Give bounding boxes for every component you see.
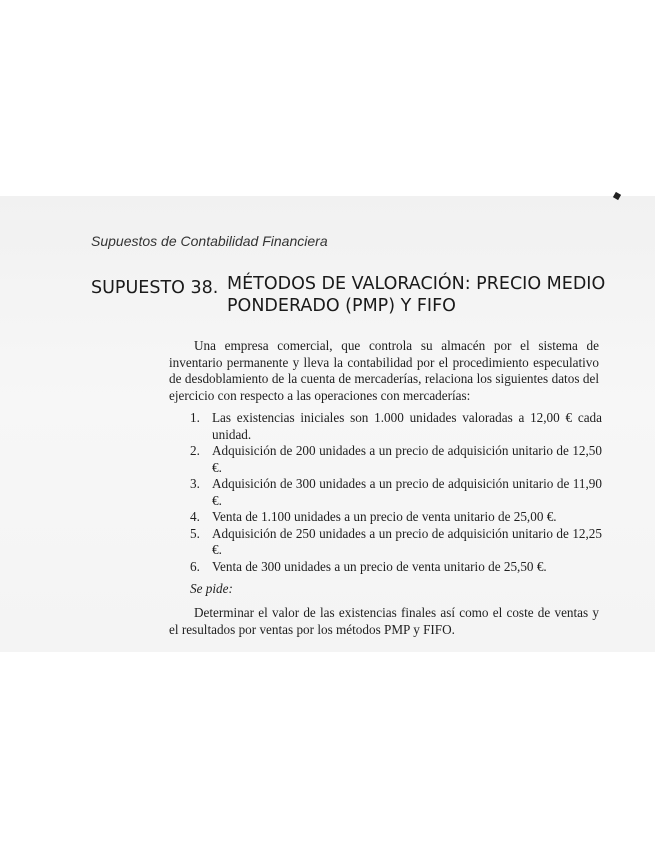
- intro-paragraph: Una empresa comercial, que controla su almacén por el sistema de inventario permanente y lleva la contabilidad por el procedimiento especulativo de desdoblamiento de la cuenta de mercaderías, relaciona los siguientes datos del ejercicio con respecto a las operaciones con mercaderías:: [169, 338, 599, 403]
- item-text: Venta de 300 unidades a un precio de venta unitario de 25,50 €.: [212, 558, 547, 574]
- operations-list: [190, 410, 602, 575]
- exercise-number: SUPUESTO 38.: [91, 278, 219, 298]
- item-text: Adquisición de 200 unidades a un precio de adquisición unitario de 12,50 €.: [212, 443, 602, 475]
- item-number: 6.: [190, 558, 200, 574]
- running-header: Supuestos de Contabilidad Financiera: [91, 233, 328, 249]
- task-paragraph: Determinar el valor de las existencias finales así como el coste de ventas y el resultados por ventas por los métodos PMP y FIFO.: [169, 605, 599, 637]
- item-number: 2.: [190, 443, 200, 458]
- item-number: 4.: [190, 509, 200, 524]
- item-text: Las existencias iniciales son 1.000 unidades valoradas a 12,00 € cada unidad.: [212, 410, 602, 442]
- exercise-title-text: MÉTODOS DE VALORACIÓN: PRECIO MEDIO PONDERADO (PMP) Y FIFO: [227, 274, 606, 316]
- item-number: 3.: [190, 476, 200, 491]
- item-text: Adquisición de 300 unidades a un precio de adquisición unitario de 11,90 €.: [212, 476, 602, 508]
- list-item: [190, 476, 602, 509]
- list-item: [190, 526, 602, 559]
- item-number: 1.: [190, 410, 200, 425]
- list-item: [190, 443, 602, 476]
- list-item: [190, 559, 602, 576]
- item-text: Adquisición de 250 unidades a un precio de adquisición unitario de 12,25 €.: [212, 525, 602, 557]
- list-item: [190, 509, 602, 526]
- se-pide-label: Se pide:: [190, 581, 233, 596]
- item-number: 5.: [190, 525, 200, 541]
- item-text: Venta de 1.100 unidades a un precio de venta unitario de 25,00 €.: [212, 509, 557, 524]
- list-item: [190, 410, 602, 443]
